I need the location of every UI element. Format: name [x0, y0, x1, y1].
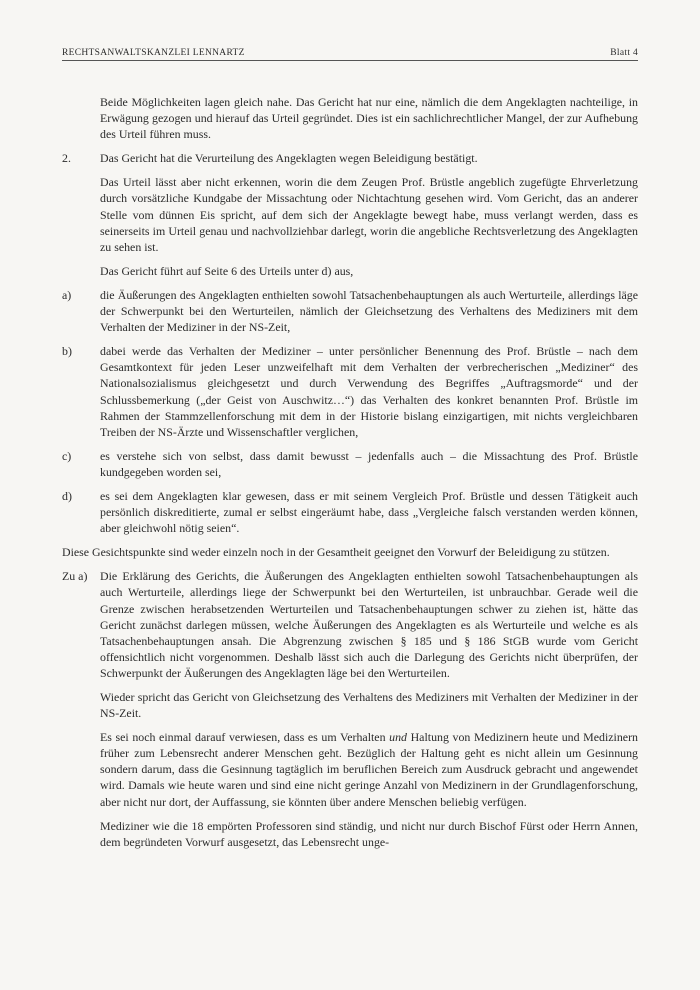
letterhead-firm-name: RECHTSANWALTSKANZLEI LENNARTZ: [62, 48, 245, 58]
list-item-b: [62, 343, 638, 440]
paragraph-es-sei: [100, 729, 638, 809]
paragraph-intro: Beide Möglichkeiten lagen gleich nahe. Das Gericht hat nur eine, nämlich die dem Angeklagten nachteilige, in Erwägung gezogen und hierauf das Urteil gegründet. Dies ist ein sachlichrechtlicher Mangel, der zur Aufhebung des Urteil führen muss.: [100, 95, 638, 142]
list-text: es sei dem Angeklagten klar gewesen, dass er mit seinem Vergleich Prof. Brüstle und dessen Tätigkeit auch persönlich diskreditierte, zumal er selbst eingeräumt habe, dass „Vergleiche falsch verstanden werden können, aber gleichwohl nötig seien“.: [100, 488, 638, 536]
paragraph-gericht-fuehrt: Das Gericht führt auf Seite 6 des Urteils unter d) aus,: [100, 263, 354, 278]
item-marker: 2.: [62, 151, 71, 166]
section-text: Die Erklärung des Gerichts, die Äußerungen des Angeklagten enthielten sowohl Tatsachenbehauptungen als auch Werturteile, allerdings liege der Schwerpunkt bei den Werturteilen, ist unbrauchbar. Gerade weil die Grenze zwischen herabsetzenden Werturteilen und Tatsachenbehauptungen schwer zu ziehen ist, hätte das Gericht zunächst darlegen müssen, welche Äußerungen des Angeklagten es als Werturteile und welche es als Tatsachenbehauptungen ansah. Die Abgrenzung zwischen § 185 und § 186 StGB wurde vom Gericht offensichtlich nicht vorgenommen. Deshalb lässt sich auch die Darlegung des Gerichts nicht überprüfen, der Schwerpunkt der Äußerungen des Angeklagten läge bei den Werturteilen.: [100, 569, 638, 680]
paragraph-mediziner: Mediziner wie die 18 empörten Professoren sind ständig, und nicht nur durch Bischof Fürst oder Herrn Annen, dem begründeten Vorwurf ausgesetzt, das Lebensrecht unge-: [100, 818, 638, 849]
section-zu-a: [62, 568, 638, 681]
paragraph-urteil: Das Urteil lässt aber nicht erkennen, worin die dem Zeugen Prof. Brüstle angeblich zugefügte Ehrverletzung durch vorsätzliche Kundgabe der Missachtung oder Nichtachtung gesehen wird. Vom Gericht, das an anderer Stelle vom dünnen Eis spricht, auf dem sich der Angeklagte bewegt habe, muss verlangt werden, dass es seinerseits im Urteil genau und nachvollziehbar darlegt, worin die angebliche Rechtsverletzung des Angeklagten zu sehen ist.: [100, 175, 638, 254]
page-header: [62, 46, 638, 61]
list-item-c: [62, 448, 638, 480]
list-marker: a): [62, 287, 72, 302]
list-text: dabei werde das Verhalten der Mediziner – unter persönlicher Benennung des Prof. Brüstle – nach dem Gesamtkontext für jeden Leser unzweifelhaft mit dem Verhalten der verbrecherischen „Mediziner“ des Nationalsozialismus gleichgesetzt und durch Verwendung des Begriffes „Auftragsmorde“ und der Schlussbemerkung („der Geist von Auschwitz…“) das Verhalten des konkret benannten Prof. Brüstle im Rahmen der Stammzellenforschung mit dem in der Historie bislang einzigartigen, mit nichts vergleichbaren Treiben der NS-Ärzte und Wissenschaftler verglichen,: [100, 344, 638, 439]
paragraph-gesichtspunkte: Diese Gesichtspunkte sind weder einzeln noch in der Gesamtheit geeignet den Vorwurf der Beleidigung zu stützen.: [62, 545, 610, 560]
document-body: [62, 94, 638, 858]
list-marker: b): [62, 344, 72, 359]
list-marker: c): [62, 448, 72, 463]
page-number: Blatt 4: [610, 48, 638, 58]
emphasis-text: und: [389, 730, 407, 745]
section-marker: Zu a): [62, 569, 88, 584]
list-item-a: [62, 287, 638, 335]
list-text: die Äußerungen des Angeklagten enthielten sowohl Tatsachenbehauptungen als auch Werturteile, allerdings läge der Schwerpunkt bei den Werturteilen, nämlich der Gleichsetzung des Verhaltens des Mediziners mit dem Verhalten der Mediziner in der NS-Zeit,: [100, 287, 638, 335]
numbered-item-2: [62, 150, 638, 166]
item-text: Das Gericht hat die Verurteilung des Angeklagten wegen Beleidigung bestätigt.: [100, 151, 478, 166]
paragraph-wieder: Wieder spricht das Gericht von Gleichsetzung des Verhaltens des Mediziners mit Verhalten der Mediziner in der NS-Zeit.: [100, 690, 638, 721]
list-text: es verstehe sich von selbst, dass damit bewusst – jedenfalls auch – die Missachtung des Prof. Brüstle kundgegeben worden sei,: [100, 448, 638, 479]
text-span: Es sei noch einmal darauf verwiesen, dass es um Verhalten: [100, 730, 390, 745]
list-item-d: [62, 488, 638, 536]
list-marker: d): [62, 488, 72, 503]
text-span: Haltung von Medizinern heute und Medizinern früher zum Lebensrecht anderer Menschen geht. Bezüglich der Haltung geht es nicht allein um Gesinnung sondern darum, dass die Gesinnung tagtäglich im beruflichen Bereich zum Ausdruck gebracht und angewendet wird. Damals wie heute waren und sind eine nicht geringe Anzahl von Medizinern in der Grundlagenforschung, aber nicht nur dort, der Auffassung, sie könnten über andere Menschen beliebig verfügen.: [100, 730, 638, 809]
